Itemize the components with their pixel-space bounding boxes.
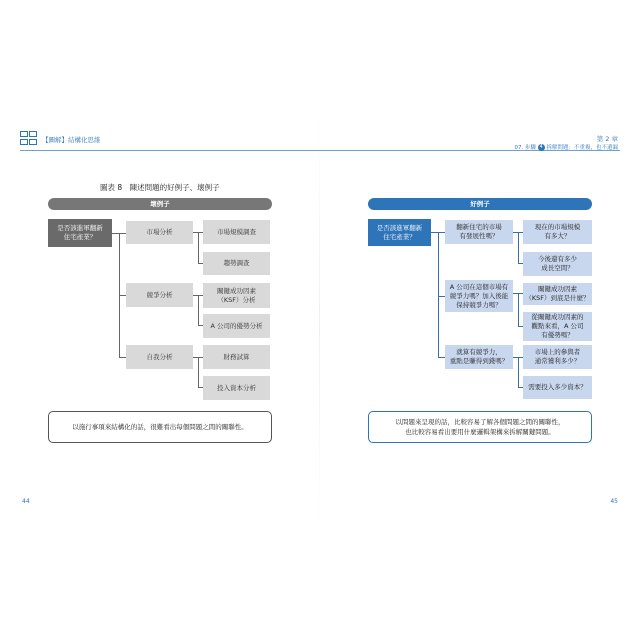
bad-branch-self: 自我分析 xyxy=(126,345,193,369)
good-branch-market: 翻新住宅的市場 有發展性嗎？ xyxy=(445,220,513,244)
bad-example-banner: 壞例子 xyxy=(48,198,272,210)
bad-example-note: 以施行事項來結構化的話，很難看出每個問題之間的關聯性。 xyxy=(48,411,272,443)
connector xyxy=(198,232,199,264)
bad-leaf: 關鍵成功因素 （KSF）分析 xyxy=(203,283,270,308)
connector xyxy=(438,232,439,358)
good-leaf: 市場上的參與者 通常獲利多少？ xyxy=(523,345,592,369)
page-number-left: 44 xyxy=(22,498,30,505)
connector xyxy=(438,357,445,358)
section-suffix: 拆解問題：不重複，也不遺漏 xyxy=(546,145,618,151)
good-example-note: 以問題來呈現的話，比較容易了解各個問題之間的關聯性， 也比較容易看出要用什麼邏輯架構來拆解關鍵問題。 xyxy=(368,411,592,443)
section-label xyxy=(514,143,618,151)
bad-branch-competition: 競爭分析 xyxy=(126,283,193,307)
chapter-label: 第 2 章 xyxy=(596,135,618,143)
page-gutter xyxy=(319,110,320,530)
page-number-right: 45 xyxy=(610,498,618,505)
figure-caption: 圖表 8 陳述問題的好例子、壞例子 xyxy=(100,183,220,192)
header-rule-left xyxy=(20,150,320,151)
connector xyxy=(119,357,126,358)
bad-leaf: A 公司的優勢分析 xyxy=(203,314,270,338)
bad-leaf: 財務試算 xyxy=(203,345,270,369)
good-leaf: 從關鍵成功因素的 觀點來看，A 公司 有優勢嗎？ xyxy=(523,312,592,341)
good-leaf: 關鍵成功因素 （KSF）到底是什麼？ xyxy=(523,283,592,305)
good-leaf: 現在的市場規模 有多大？ xyxy=(523,220,592,244)
connector xyxy=(518,357,519,388)
good-leaf: 需要投入多少資本？ xyxy=(523,376,592,399)
bad-leaf: 趨勢調查 xyxy=(203,252,270,275)
section-prefix: 07. 步驟 xyxy=(514,145,536,151)
good-branch-profit: 就算有競爭力， 重點是賺得到錢嗎？ xyxy=(445,345,513,369)
structure-icon xyxy=(20,131,38,147)
connector xyxy=(518,293,519,327)
bad-branch-market: 市場分析 xyxy=(126,221,193,244)
connector xyxy=(119,295,126,296)
bad-root-question: 是否該進軍翻新 住宅產業？ xyxy=(48,219,112,247)
good-root-question: 是否該進軍翻新 住宅產業？ xyxy=(368,219,431,246)
bad-leaf: 市場規模調查 xyxy=(203,220,270,244)
good-leaf: 今後還有多少 成長空間？ xyxy=(523,252,592,276)
connector xyxy=(438,296,445,297)
good-branch-competition: A 公司在這個市場有 競爭力嗎？加入後能 保持競爭力嗎？ xyxy=(445,280,513,312)
step-badge: 4 xyxy=(539,144,543,150)
bad-leaf: 投入資本分析 xyxy=(203,376,270,400)
connector xyxy=(518,232,519,264)
good-example-banner: 好例子 xyxy=(368,198,592,210)
book-title: 【圖解】結構化思維 xyxy=(42,136,101,144)
connector xyxy=(198,295,199,326)
connector xyxy=(198,357,199,388)
